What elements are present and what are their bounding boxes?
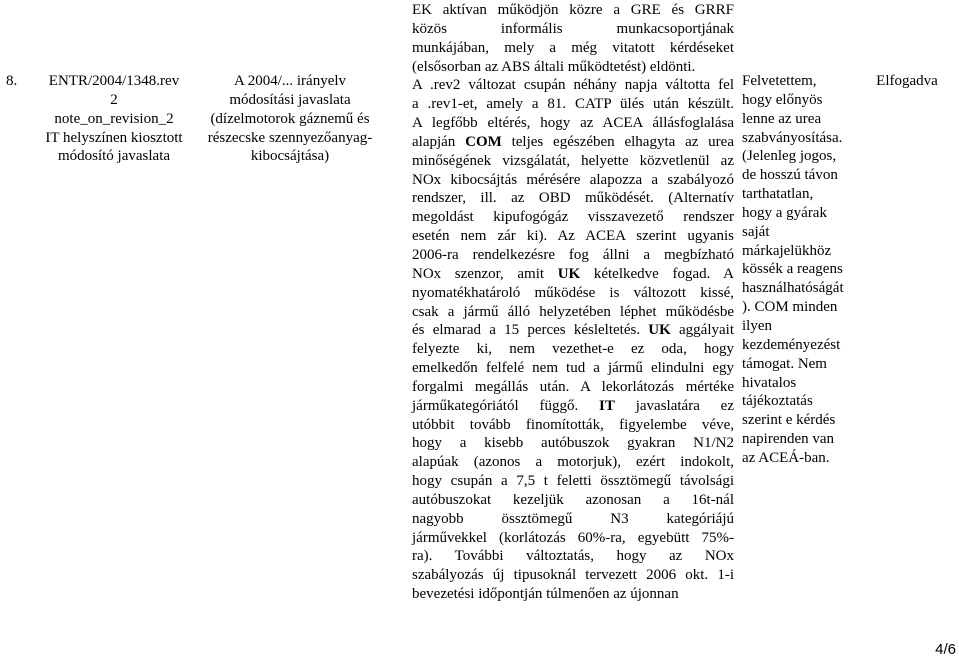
text-run: hogy a kisebb autóbuszok gyakran N1/N2 [412,435,734,452]
text-run: alapján [412,133,466,150]
bold-country-code: UK [648,322,671,339]
text-run: NOx kibocsájtás mérésére alapozza a szabályozó [412,171,734,188]
comment-line: ilyen [742,317,772,334]
description-line [412,529,734,548]
bold-country-code: IT [599,397,615,414]
text-run: munkájában, mely a még vitatott kérdéseket [412,39,734,56]
description-line [412,171,734,190]
reference-line: note_on_revision_2 [54,110,174,127]
comment-line: napirenden van [742,431,835,448]
description-line [412,359,734,378]
text-run: minőségének vizsgálatát, helyette közvetlenül az [412,152,734,169]
page-number: 4/6 [935,641,956,658]
document-reference [34,72,194,166]
description-line [412,434,734,453]
document-title [190,72,390,166]
text-run: javaslatára ez [614,397,734,414]
text-run: teljes egészében elhagyta az urea [501,133,734,150]
comment-line: de hosszú távon [742,167,838,184]
comment-line: (Jelenleg jogos, [742,148,837,165]
comment-line: ). COM minden [742,299,838,316]
text-run: rendszer, ill. az OBD működését. (Alternatív [412,190,734,207]
comment-line: hogy a gyárak [742,204,827,221]
text-run: alapúak (azonos a motorjuk), ezért indokolt, [412,454,734,471]
text-run: járművekkel (korlátozás 60%-ra, egyebütt 75%- [412,529,734,546]
comment-line: tájékoztatás [742,393,813,410]
description-line [412,340,734,359]
text-run: 2006-ra rendelkezésre fog állni a megbízható [412,246,734,263]
text-run: a .rev1-et, amely a 81. CATP ülés után készült. [412,96,734,113]
title-line: A 2004/... irányelv [233,73,347,89]
comment-line: márkajelükhöz [742,242,832,259]
reference-line: ENTR/2004/1348.rev [48,73,180,89]
description-line [412,585,734,604]
comment-line: saját [742,223,770,240]
title-line: kibocsájtása) [250,148,330,165]
text-run: esetén nem zár ki). Az ACEA szerint ugyanis [412,228,734,245]
text-run: emelkedőn felfelé nem tud a jármű elindulni egy [412,360,734,377]
description-line [412,547,734,566]
description-line [412,39,734,58]
description-line [412,1,734,20]
comment-line: támogat. Nem [742,355,827,372]
text-run: kételkedve fogad. A [580,265,734,282]
text-run: A .rev2 változat csupán néhány napja váltotta fel [412,77,734,94]
text-run: közös informális munkacsoportjának [412,20,734,37]
reference-line: módosító javaslata [57,148,171,165]
comment-line: kezdeményezést [742,336,841,353]
reference-line: 2 [110,91,118,108]
text-run: (elsősorban az ABS általi működtetést) eldönti. [412,58,696,75]
text-run: utóbbit tovább finomították, figyelembe véve, [412,416,734,433]
description-line [412,95,734,114]
description-line [412,378,734,397]
description-line [412,227,734,246]
description-line [412,472,734,491]
comment-line: szabványosítása. [742,129,843,146]
bold-country-code: UK [557,265,581,282]
description-line [412,491,734,510]
description-line [412,265,734,284]
description-line [412,114,734,133]
comment-line: hogy előnyös [742,91,823,108]
description-text [412,1,734,604]
description-line [412,284,734,303]
description-line [412,416,734,435]
comment-text [742,72,858,468]
comment-line: kössék a reagens [742,261,843,278]
text-run: ra). További változtatás, hogy az NOx [412,548,734,565]
text-run: bevezetési időpontján túlmenően az újonnan [412,586,679,603]
text-run: nagyobb össztömegű N3 kategóriájú [412,510,734,527]
text-run: aggályait [670,322,734,339]
text-run: felyezte ki, nem vezethet-e ez oda, hogy [412,341,734,358]
text-run: autóbuszokat kezeljük azonosan a 16t-nál [412,491,734,508]
comment-line: Felvetettem, [742,73,817,89]
text-run: megoldást kipufogógáz visszavezető rendszer [412,209,734,226]
title-line: részecske szennyezőanyag- [207,129,373,146]
bold-country-code: COM [465,133,502,150]
description-line [412,58,734,77]
description-line [412,321,734,340]
description-line [412,76,734,95]
reference-line: IT helyszínen kiosztott [45,129,183,146]
text-run: A legfőbb eltérés, hogy az ACEA állásfoglalása [412,115,734,132]
description-line [412,246,734,265]
row-number: 8. [6,73,18,89]
description-line [412,510,734,529]
text-run: szabályozás új tipusoknál tervezett 2006 okt. 1-i [412,567,734,584]
text-run: és elmarad a 15 perces késleltetés. [412,322,649,339]
comment-line: az ACEÁ-ban. [742,449,830,466]
title-line: (dízelmotorok gáznemű és [210,110,370,127]
description-line [412,208,734,227]
description-line [412,566,734,585]
comment-line: szerint e kérdés [742,412,836,429]
text-run: nyomatékhatároló működése is változott kissé, [412,284,734,301]
description-line [412,397,734,416]
comment-line: használhatóságát [742,280,844,297]
status-text: Elfogadva [876,73,938,89]
description-line [412,20,734,39]
comment-line: lenne az urea [742,110,822,127]
comment-line: tarthatatlan, [742,186,814,203]
description-line [412,453,734,472]
description-line [412,152,734,171]
description-line [412,189,734,208]
text-run: forgalmi megállás után. A lekorlátozás mértéke [412,378,734,395]
comment-line: hivatalos [742,374,797,391]
text-run: EK aktívan működjön közre a GRE és GRRF [412,2,734,18]
text-run: járműkategóriától függő. [412,397,600,414]
description-line [412,303,734,322]
description-line [412,133,734,152]
title-line: módosítási javaslata [229,91,351,108]
text-run: NOx szenzor, amit [412,265,558,282]
text-run: csak a jármű álló helyzetében léphet működésbe [412,303,734,320]
text-run: hogy csupán a 7,5 t feletti össztömegű távolsági [412,473,734,490]
